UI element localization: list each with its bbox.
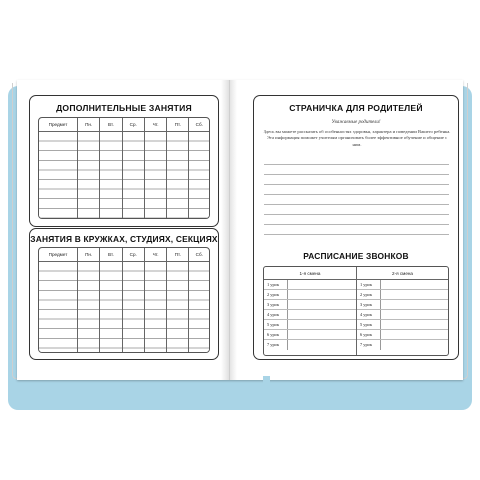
lesson-label: 6 урок — [264, 330, 288, 339]
writing-lines — [100, 132, 121, 218]
writing-line — [264, 214, 449, 215]
writing-line — [264, 204, 449, 205]
extra-classes-title: ДОПОЛНИТЕЛЬНЫЕ ЗАНЯТИЯ — [56, 103, 192, 113]
writing-line — [264, 184, 449, 185]
bell-schedule-table — [263, 266, 449, 356]
table-column — [166, 248, 188, 352]
lesson-label: 4 урок — [357, 310, 381, 319]
bookmark-ribbon — [263, 376, 270, 407]
writing-lines — [189, 262, 209, 352]
table-column — [39, 248, 77, 352]
lesson-label: 2 урок — [264, 290, 288, 299]
writing-lines — [123, 132, 144, 218]
writing-lines — [39, 262, 77, 352]
writing-line — [264, 174, 449, 175]
column-header: Чт. — [145, 248, 166, 262]
bell-row — [264, 340, 356, 350]
parents-intro-text: Здесь вы можете рассказать об особенностях здоровья, характера и поведении Вашего ребенка. Эта информация поможет учителям организовать более эффективное обучение и общение с ним. — [263, 129, 451, 147]
table-column — [77, 118, 99, 218]
bell-row — [264, 280, 356, 290]
lesson-label: 6 урок — [357, 330, 381, 339]
lesson-label: 7 урок — [264, 340, 288, 350]
column-header: Пт. — [167, 118, 188, 132]
column-header: Предмет — [39, 248, 77, 262]
bell-row — [357, 310, 448, 320]
bell-row — [357, 300, 448, 310]
time-cell — [288, 290, 356, 299]
column-header: Пн. — [78, 118, 99, 132]
table-column — [122, 118, 144, 218]
shift-1-column — [264, 267, 356, 355]
time-cell — [381, 330, 448, 339]
lesson-label: 4 урок — [264, 310, 288, 319]
time-cell — [288, 300, 356, 309]
time-cell — [288, 280, 356, 289]
lesson-label: 1 урок — [357, 280, 381, 289]
shift-2-header: 2-я смена — [357, 267, 448, 280]
writing-lines — [189, 132, 209, 218]
table-column — [99, 248, 121, 352]
writing-lines — [123, 262, 144, 352]
bell-row — [264, 290, 356, 300]
extra-classes-table — [38, 117, 210, 219]
column-header: Пн. — [78, 248, 99, 262]
bell-row — [264, 320, 356, 330]
lesson-label: 5 урок — [357, 320, 381, 329]
lesson-label: 3 урок — [357, 300, 381, 309]
writing-lines — [100, 262, 121, 352]
column-header: Сб. — [189, 118, 209, 132]
bell-row — [357, 290, 448, 300]
shift-2-column — [356, 267, 448, 355]
bell-row — [357, 330, 448, 340]
writing-lines — [167, 132, 188, 218]
time-cell — [381, 290, 448, 299]
bell-row — [357, 280, 448, 290]
time-cell — [288, 310, 356, 319]
bell-row — [357, 320, 448, 330]
parents-title: СТРАНИЧКА ДЛЯ РОДИТЕЛЕЙ — [289, 103, 423, 113]
writing-lines — [39, 132, 77, 218]
table-column — [166, 118, 188, 218]
clubs-panel — [29, 228, 219, 360]
bell-row — [264, 300, 356, 310]
column-header: Вт. — [100, 248, 121, 262]
bell-row — [264, 310, 356, 320]
writing-line — [264, 224, 449, 225]
time-cell — [381, 280, 448, 289]
time-cell — [381, 310, 448, 319]
time-cell — [381, 320, 448, 329]
writing-lines — [145, 262, 166, 352]
writing-line — [264, 194, 449, 195]
table-column — [144, 248, 166, 352]
writing-line — [264, 234, 449, 235]
time-cell — [288, 340, 356, 350]
column-header: Предмет — [39, 118, 77, 132]
table-column — [39, 118, 77, 218]
column-header: Сб. — [189, 248, 209, 262]
spine — [229, 80, 230, 380]
table-column — [77, 248, 99, 352]
bell-row — [264, 330, 356, 340]
lesson-label: 2 урок — [357, 290, 381, 299]
table-column — [188, 118, 209, 218]
table-column — [122, 248, 144, 352]
table-column — [144, 118, 166, 218]
time-cell — [288, 320, 356, 329]
writing-line — [264, 164, 449, 165]
lesson-label: 3 урок — [264, 300, 288, 309]
writing-lines — [78, 132, 99, 218]
writing-lines — [78, 262, 99, 352]
clubs-title: ЗАНЯТИЯ В КРУЖКАХ, СТУДИЯХ, СЕКЦИЯХ — [30, 234, 218, 244]
column-header: Ср. — [123, 118, 144, 132]
column-header: Чт. — [145, 118, 166, 132]
time-cell — [288, 330, 356, 339]
table-column — [188, 248, 209, 352]
table-column — [99, 118, 121, 218]
column-header: Вт. — [100, 118, 121, 132]
lesson-label: 5 урок — [264, 320, 288, 329]
time-cell — [381, 340, 448, 350]
parents-subtitle: Уважаемые родители! — [331, 120, 381, 125]
shift-1-header: 1-я смена — [264, 267, 356, 280]
clubs-table — [38, 247, 210, 353]
writing-lines — [167, 262, 188, 352]
time-cell — [381, 300, 448, 309]
extra-classes-panel — [29, 95, 219, 227]
bells-title: РАСПИСАНИЕ ЗВОНКОВ — [303, 251, 409, 261]
bell-row — [357, 340, 448, 350]
lesson-label: 7 урок — [357, 340, 381, 350]
column-header: Пт. — [167, 248, 188, 262]
writing-lines — [145, 132, 166, 218]
lesson-label: 1 урок — [264, 280, 288, 289]
column-header: Ср. — [123, 248, 144, 262]
